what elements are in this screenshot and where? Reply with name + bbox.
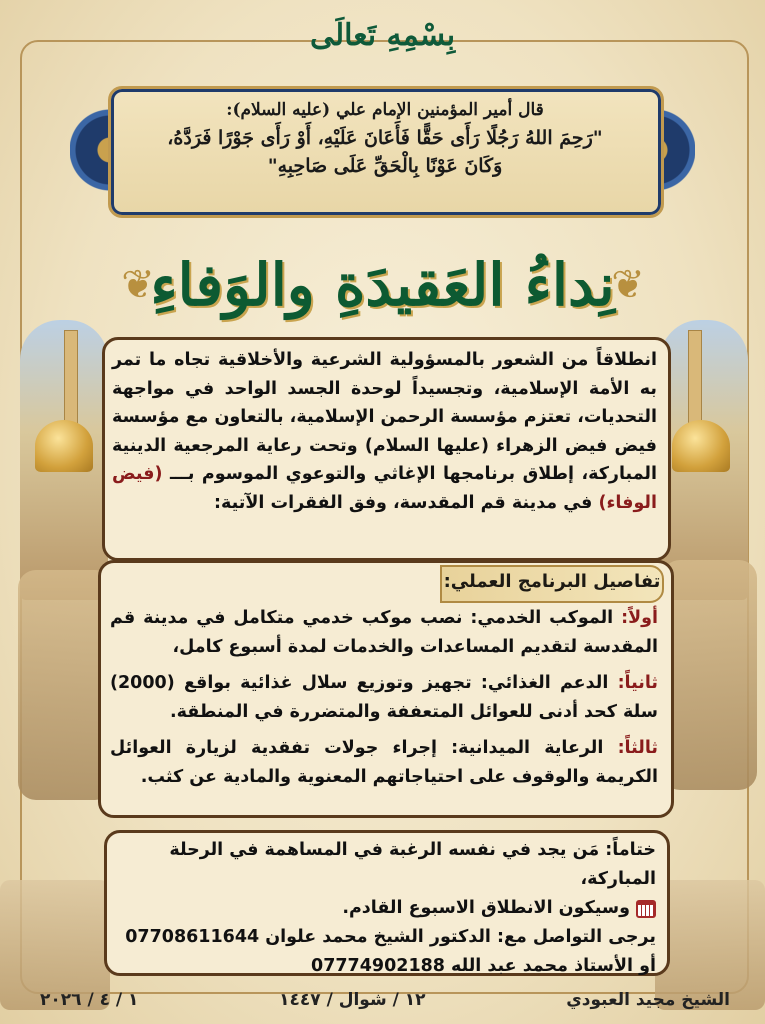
calendar-icon	[636, 900, 656, 918]
contact-label-2: أو الأستاذ محمد عبد الله	[450, 956, 656, 976]
details-item-1	[110, 604, 658, 661]
title-wrap	[125, 240, 640, 330]
item-number: ثالثاً:	[617, 738, 658, 758]
hadith-line-2: وَكَانَ عَوْنًا بِالْحَقِّ عَلَى صَاحِبِهِ"	[267, 155, 503, 177]
contact-row-1	[118, 923, 656, 952]
hadith-source: قال أمير المؤمنين الإمام علي (عليه السلام):	[226, 100, 544, 120]
item-number: ثانياً:	[617, 673, 658, 693]
volunteers-illustration-right	[662, 560, 757, 790]
closing-line-2-text: وسيكون الانطلاق الاسبوع القادم.	[342, 898, 630, 918]
closing-line-2	[118, 894, 656, 923]
details-item-3	[110, 734, 658, 791]
details-label: تفاصيل البرنامج العملي:	[440, 565, 664, 603]
contact-label-1: يرجى التواصل مع: الدكتور الشيخ محمد علوان	[265, 927, 656, 947]
intro-text-after: في مدينة قم المقدسة، وفق الفقرات الآتية:	[214, 492, 593, 513]
title-flourish-right-icon: ❦	[611, 262, 645, 308]
footer-gregorian-date: ١ / ٤ / ٢٠٢٦	[40, 990, 139, 1010]
closing-line-1: ختاماً: مَن يجد في نفسه الرغبة في المساهمة في الرحلة المباركة،	[169, 840, 656, 889]
item-text: الدعم الغذائي: تجهيز وتوزيع سلال غذائية بواقع (2000) سلة كحد أدنى للعوائل المتعففة والمتضررة في المنطقة.	[110, 673, 658, 722]
footer	[40, 985, 730, 1015]
dome-right-icon	[672, 420, 730, 472]
phone-number-1[interactable]: 07708611644	[125, 927, 260, 947]
hadith-line-1: "رَحِمَ اللهُ رَجُلًا رَأَى حَقًّا فَأَعَانَ عَلَيْهِ، أَوْ رَأَى جَوْرًا فَرَدَّهُ،	[167, 127, 603, 149]
footer-author: الشيخ مجيد العبودي	[566, 990, 730, 1010]
details-item-2	[110, 669, 658, 726]
item-text: الرعاية الميدانية: إجراء جولات تفقدية لزيارة العوائل الكريمة والوقوف على احتياجاتهم المعنوية والمادية عن كثب.	[110, 738, 658, 787]
item-text: الموكب الخدمي: نصب موكب خدمي متكامل في مدينة قم المقدسة لتقديم المساعدات والخدمات لمدة أسبوع كامل،	[110, 608, 658, 657]
closing-text	[118, 836, 656, 981]
dome-left-icon	[35, 420, 93, 472]
phone-number-2[interactable]: 07774902188	[311, 956, 445, 976]
title-flourish-left-icon: ❦	[121, 262, 155, 308]
contact-row-2	[118, 952, 656, 981]
intro-text-before: انطلاقاً من الشعور بالمسؤولية الشرعية والأخلاقية تجاه ما تمر به الأمة الإسلامية، وتجسيداً لوحدة الجسد الواحد في مواجهة التحديات، تعتزم مؤسسة الرحمن الإسلامية، بالتعاون مع مؤسسة فيض فيض الزهراء (عليها السلام) وتحت رعاية المرجعية الدينية المباركة، إطلاق برنامجها الإغاثي والتوعوي الموسوم بـــ	[112, 350, 657, 484]
details-list	[110, 604, 658, 799]
main-title: نِداءُ العَقيدَةِ والوَفاءِ	[150, 251, 615, 319]
basmala-heading: بِسْمِهِ تَعالَى	[309, 18, 456, 53]
program-name: (فيض الوفاء)	[112, 464, 657, 513]
intro-text	[112, 346, 657, 517]
footer-hijri-date: ١٢ / شوال / ١٤٤٧	[279, 990, 426, 1010]
hadith-text	[120, 96, 650, 180]
item-number: أولاً:	[621, 608, 658, 628]
